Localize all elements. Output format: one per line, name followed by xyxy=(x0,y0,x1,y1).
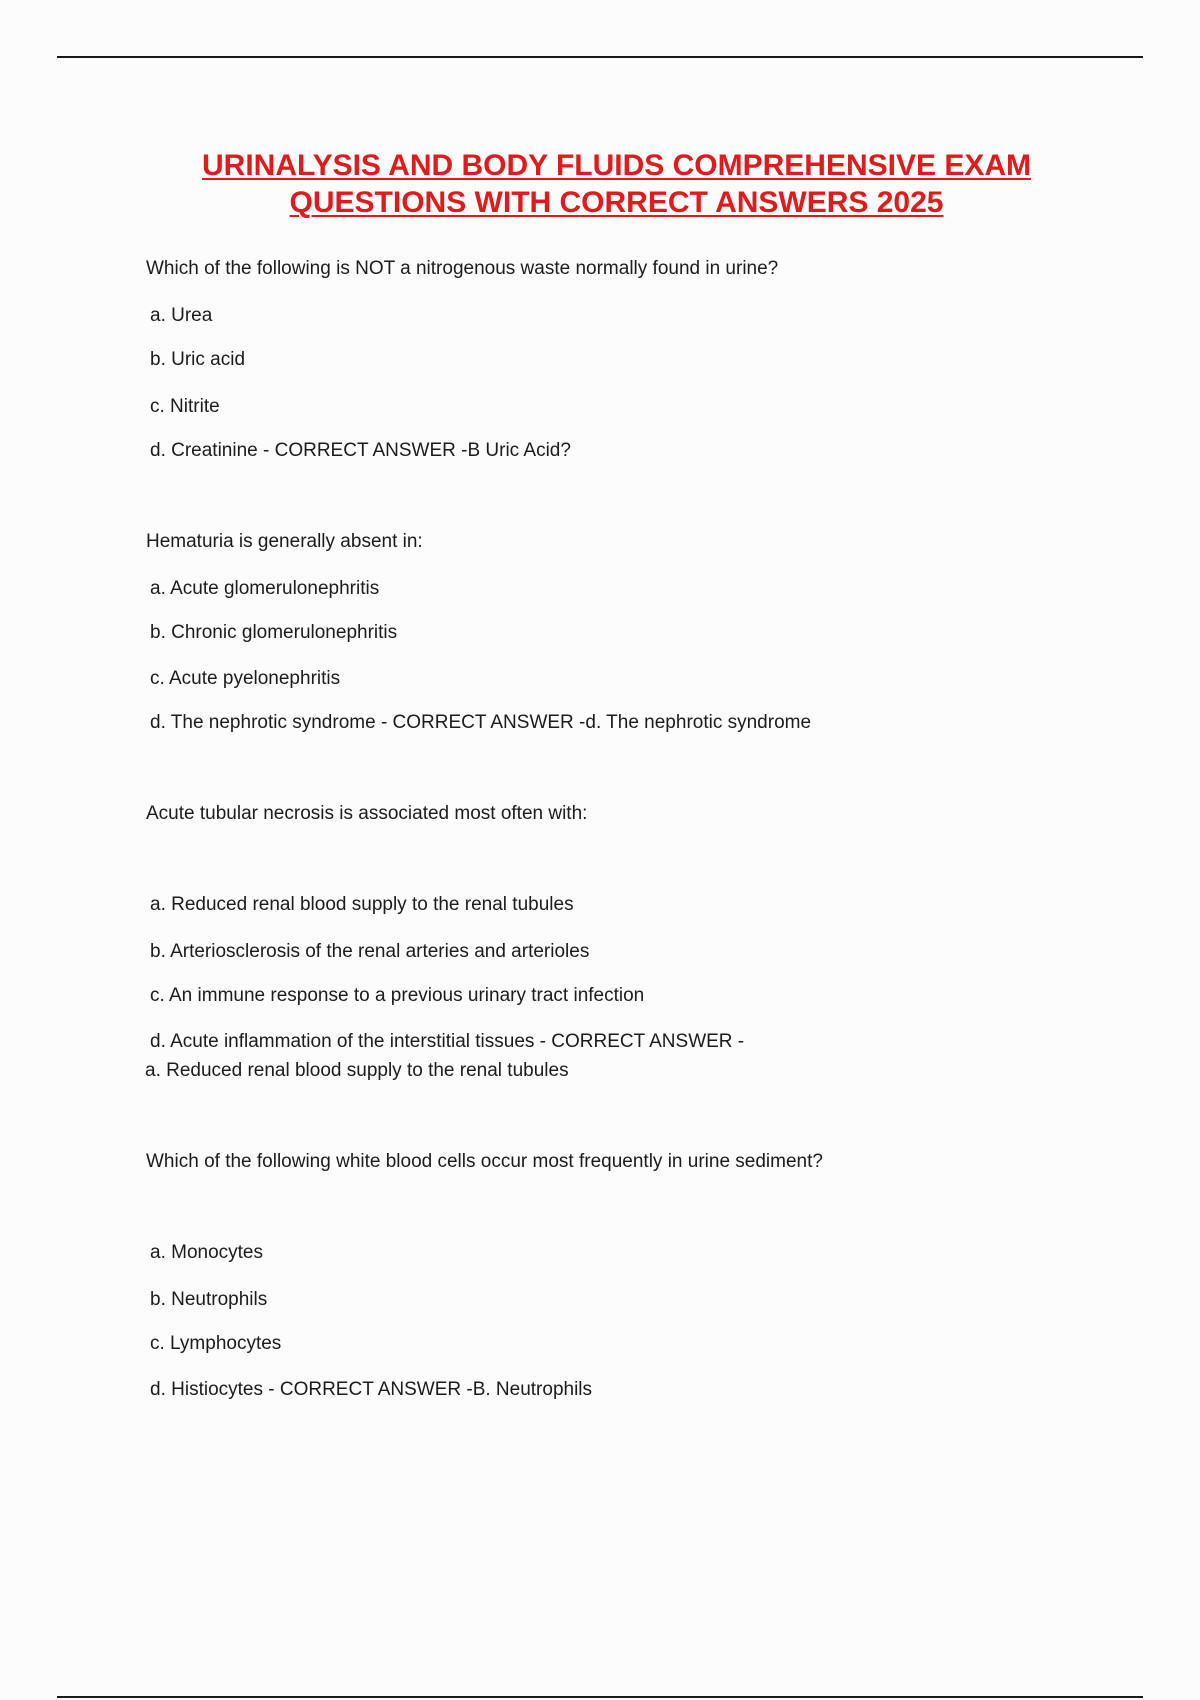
question-4-option-c: c. Lymphocytes xyxy=(150,1333,282,1354)
question-2-option-d: d. The nephrotic syndrome - CORRECT ANSWER -d. The nephrotic syndrome xyxy=(150,712,812,733)
question-1-text: Which of the following is NOT a nitrogenous waste normally found in urine? xyxy=(146,258,779,279)
question-1-option-a: a. Urea xyxy=(150,305,213,326)
question-4-option-a: a. Monocytes xyxy=(150,1242,263,1263)
question-2-text: Hematuria is generally absent in: xyxy=(146,531,423,552)
question-1-option-c: c. Nitrite xyxy=(150,396,220,417)
question-2-option-a: a. Acute glomerulonephritis xyxy=(150,578,380,599)
question-3-answer-continuation: a. Reduced renal blood supply to the renal tubules xyxy=(145,1060,569,1081)
question-3-option-a: a. Reduced renal blood supply to the renal tubules xyxy=(150,894,574,915)
question-2-option-b: b. Chronic glomerulonephritis xyxy=(150,622,398,643)
title-line-2: QUESTIONS WITH CORRECT ANSWERS 2025 xyxy=(289,186,944,219)
question-1-option-d: d. Creatinine - CORRECT ANSWER -B Uric Acid? xyxy=(150,440,571,461)
title-line-1: URINALYSIS AND BODY FLUIDS COMPREHENSIVE EXAM xyxy=(202,149,1031,182)
question-3-text: Acute tubular necrosis is associated most often with: xyxy=(146,803,588,824)
bottom-rule xyxy=(57,1696,1143,1698)
question-4-option-b: b. Neutrophils xyxy=(150,1289,268,1310)
document-title xyxy=(0,147,1200,221)
question-2-option-c: c. Acute pyelonephritis xyxy=(150,668,341,689)
question-1-option-b: b. Uric acid xyxy=(150,349,246,370)
question-3-option-d: d. Acute inflammation of the interstitial tissues - CORRECT ANSWER - xyxy=(150,1031,745,1052)
question-4-option-d: d. Histiocytes - CORRECT ANSWER -B. Neutrophils xyxy=(150,1379,593,1400)
question-3-option-c: c. An immune response to a previous urinary tract infection xyxy=(150,985,645,1006)
question-4-text: Which of the following white blood cells occur most frequently in urine sediment? xyxy=(146,1151,823,1172)
top-rule xyxy=(57,56,1143,58)
question-3-option-b: b. Arteriosclerosis of the renal arteries and arterioles xyxy=(150,941,590,962)
